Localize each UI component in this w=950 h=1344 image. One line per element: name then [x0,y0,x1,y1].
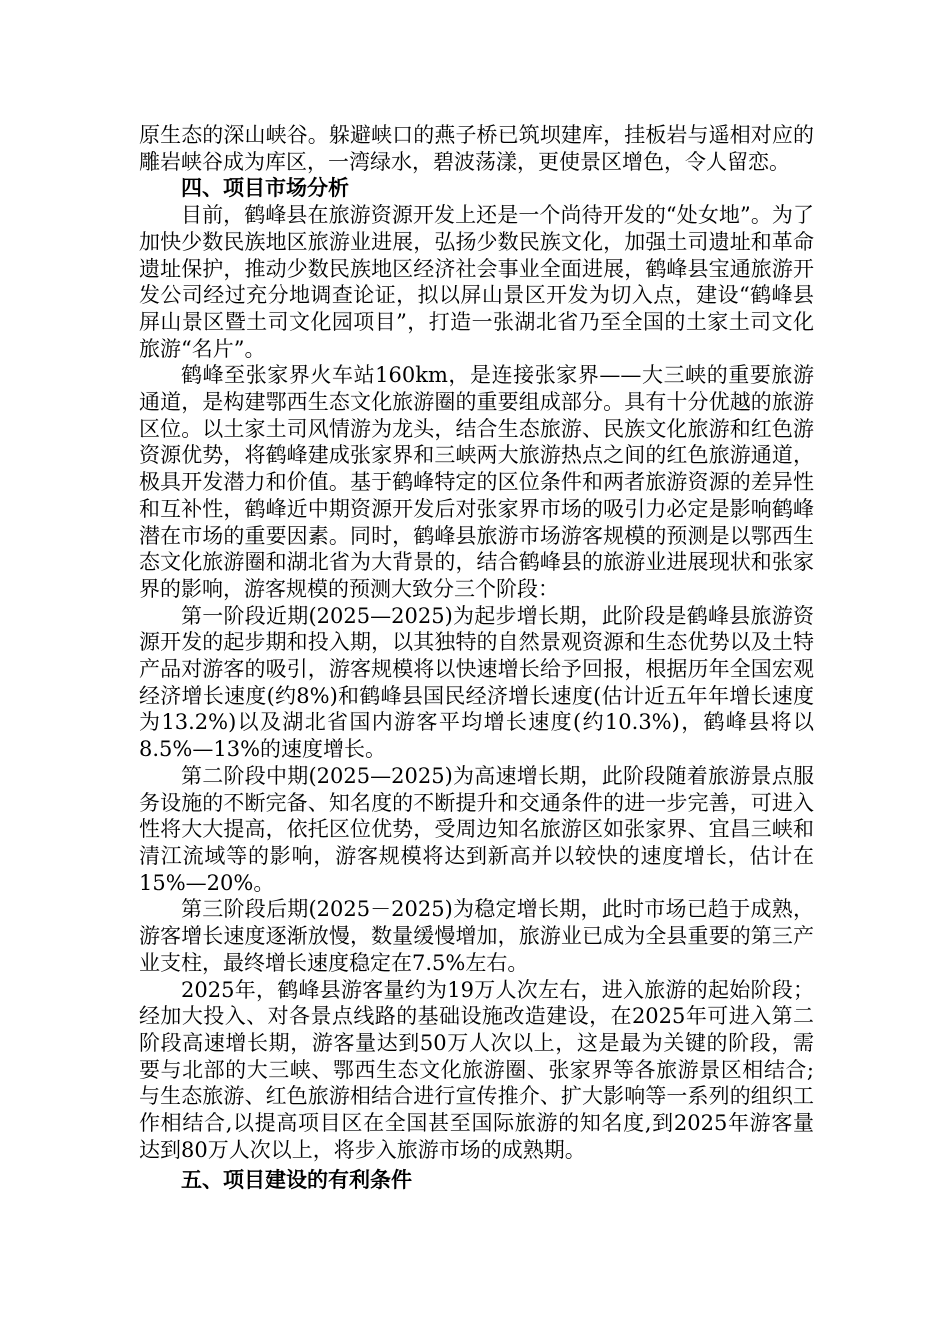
section-heading-favorable-conditions: 五、项目建设的有利条件 [181,1167,412,1193]
document-page [139,122,814,1194]
paragraph-market-intro: 目前，鹤峰县在旅游资源开发上还是一个尚待开发的“处女地”。为了加快少数民族地区旅游业进展，弘扬少数民族文化，加强土司遗址和革命遗址保护，推动少数民族地区经济社会事业全面进展，鹤峰县宝通旅游开发公司经过充分地调查论证，拟以屏山景区开发为切入点，建设“鹤峰县屏山景区暨土司文化园项目”，打造一张湖北省乃至全国的土家土司文化旅游“名片”。 [139,203,814,361]
paragraph-stage-one: 第一阶段近期(2025—2025)为起步增长期，此阶段是鹤峰县旅游资源开发的起步期和投入期，以其独特的自然景观资源和生态优势以及土特产品对游客的吸引，游客规模将以快速增长给予回报，根据历年全国宏观经济增长速度(约8%)和鹤峰县国民经济增长速度(估计近五年年增长速度为13.2%)以及湖北省国内游客平均增长速度(约10.3%)，鹤峰县将以8.5%—13%的速度增长。 [139,603,814,762]
paragraph-stage-two: 第二阶段中期(2025—2025)为高速增长期，此阶段随着旅游景点服务设施的不断完备、知名度的不断提升和交通条件的进一步完善，可进入性将大大提高，依托区位优势，受周边知名旅游区如张家界、宜昌三峡和清江流域等的影响，游客规模将达到新高并以较快的速度增长，估计在15%—20%。 [139,763,814,895]
paragraph-location-advantage: 鹤峰至张家界火车站160km，是连接张家界——大三峡的重要旅游通道，是构建鄂西生态文化旅游圈的重要组成部分。具有十分优越的旅游区位。以土家土司风情游为龙头，结合生态旅游、民族文化旅游和红色游资源优势，将鹤峰建成张家界和三峡两大旅游热点之间的红色旅游通道，极具开发潜力和价值。基于鹤峰特定的区位条件和两者旅游资源的差异性和互补性，鹤峰近中期资源开发后对张家界市场的吸引力必定是影响鹤峰潜在市场的重要因素。同时，鹤峰县旅游市场游客规模的预测是以鄂西生态文化旅游圈和湖北省为大背景的，结合鹤峰县的旅游业进展现状和张家界的影响，游客规模的预测大致分三个阶段： [139,363,814,601]
section-heading-market-analysis: 四、项目市场分析 [181,175,349,201]
paragraph-stage-three: 第三阶段后期(2025－2025)为稳定增长期，此时市场已趋于成熟，游客增长速度逐渐放慢，数量缓慢增加，旅游业已成为全县重要的第三产业支柱，最终增长速度稳定在7.5%左右。 [139,897,814,975]
paragraph-continuation: 原生态的深山峡谷。躲避峡口的燕子桥已筑坝建库，挂板岩与遥相对应的雕岩峡谷成为库区，一湾绿水，碧波荡漾，更使景区增色，令人留恋。 [139,123,814,174]
paragraph-visitor-forecast: 2025年，鹤峰县游客量约为19万人次左右，进入旅游的起始阶段；经加大投入、对各景点线路的基础设施改造建设，在2025年可进入第二阶段高速增长期，游客量达到50万人次以上，这是最为关键的阶段，需要与北部的大三峡、鄂西生态文化旅游圈、张家界等各旅游景区相结合;与生态旅游、红色旅游相结合进行宣传推介、扩大影响等一系列的组织工作相结合,以提高项目区在全国甚至国际旅游的知名度,到2025年游客量达到80万人次以上，将步入旅游市场的成熟期。 [139,977,814,1162]
